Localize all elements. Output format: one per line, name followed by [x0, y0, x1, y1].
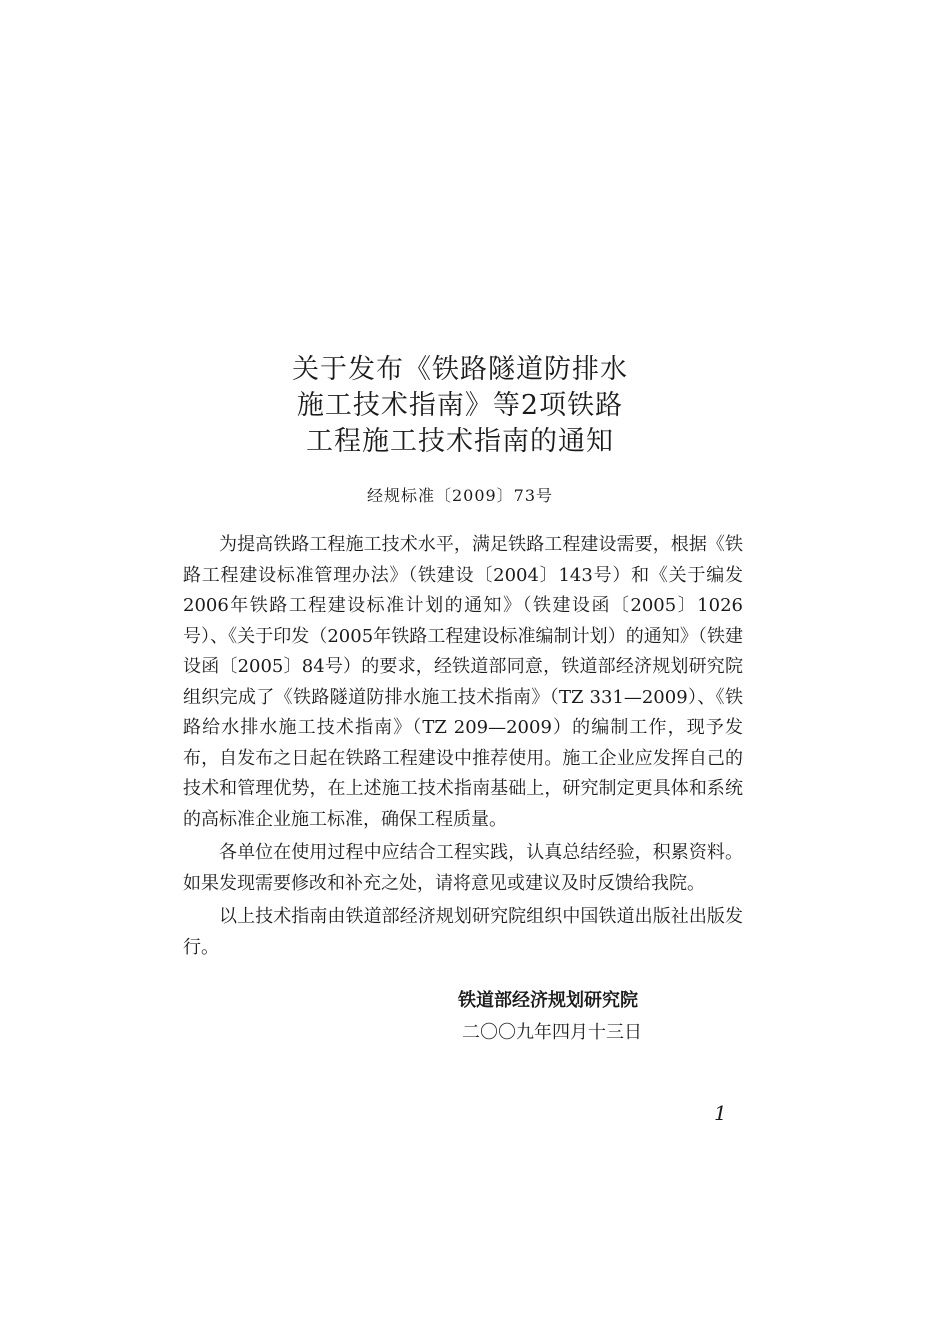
body-paragraph-2: 各单位在使用过程中应结合工程实践，认真总结经验，积累资料。如果发现需要修改和补充之处，请将意见或建议及时反馈给我院。: [183, 842, 743, 894]
notice-title: [200, 352, 720, 460]
title-line-3: 工程施工技术指南的通知: [306, 426, 614, 457]
body-paragraph-3: 以上技术指南由铁道部经济规划研究院组织中国铁道出版社出版发行。: [183, 906, 743, 958]
document-number: 经规标准〔2009〕73号: [366, 486, 554, 505]
page-number: 1: [714, 1101, 727, 1125]
signature-block: [458, 985, 718, 1049]
title-line-2: 施工技术指南》等2项铁路: [296, 390, 624, 421]
body-paragraph-1: 为提高铁路工程施工技术水平，满足铁路工程建设需要，根据《铁路工程建设标准管理办法》（铁建设〔2004〕143号）和《关于编发2006年铁路工程建设标准计划的通知》（铁建设函〔2005〕1026号）、《关于印发（2005年铁路工程建设标准编制计划）的通知》（铁建设函〔2005〕84号）的要求，经铁道部同意，铁道部经济规划研究院组织完成了《铁路隧道防排水施工技术指南》（TZ 331—2009）、《铁路给水排水施工技术指南》（TZ 209—2009）的编制工作，现予发布，自发布之日起在铁路工程建设中推荐使用。施工企业应发挥自己的技术和管理优势，在上述施工技术指南基础上，研究制定更具体和系统的高标准企业施工标准，确保工程质量。: [183, 534, 743, 830]
title-line-1: 关于发布《铁路隧道防排水: [292, 354, 628, 385]
issuing-organization: 铁道部经济规划研究院: [458, 990, 638, 1011]
issue-date: 二〇〇九年四月十三日: [462, 1022, 642, 1043]
notice-body: [183, 530, 743, 963]
